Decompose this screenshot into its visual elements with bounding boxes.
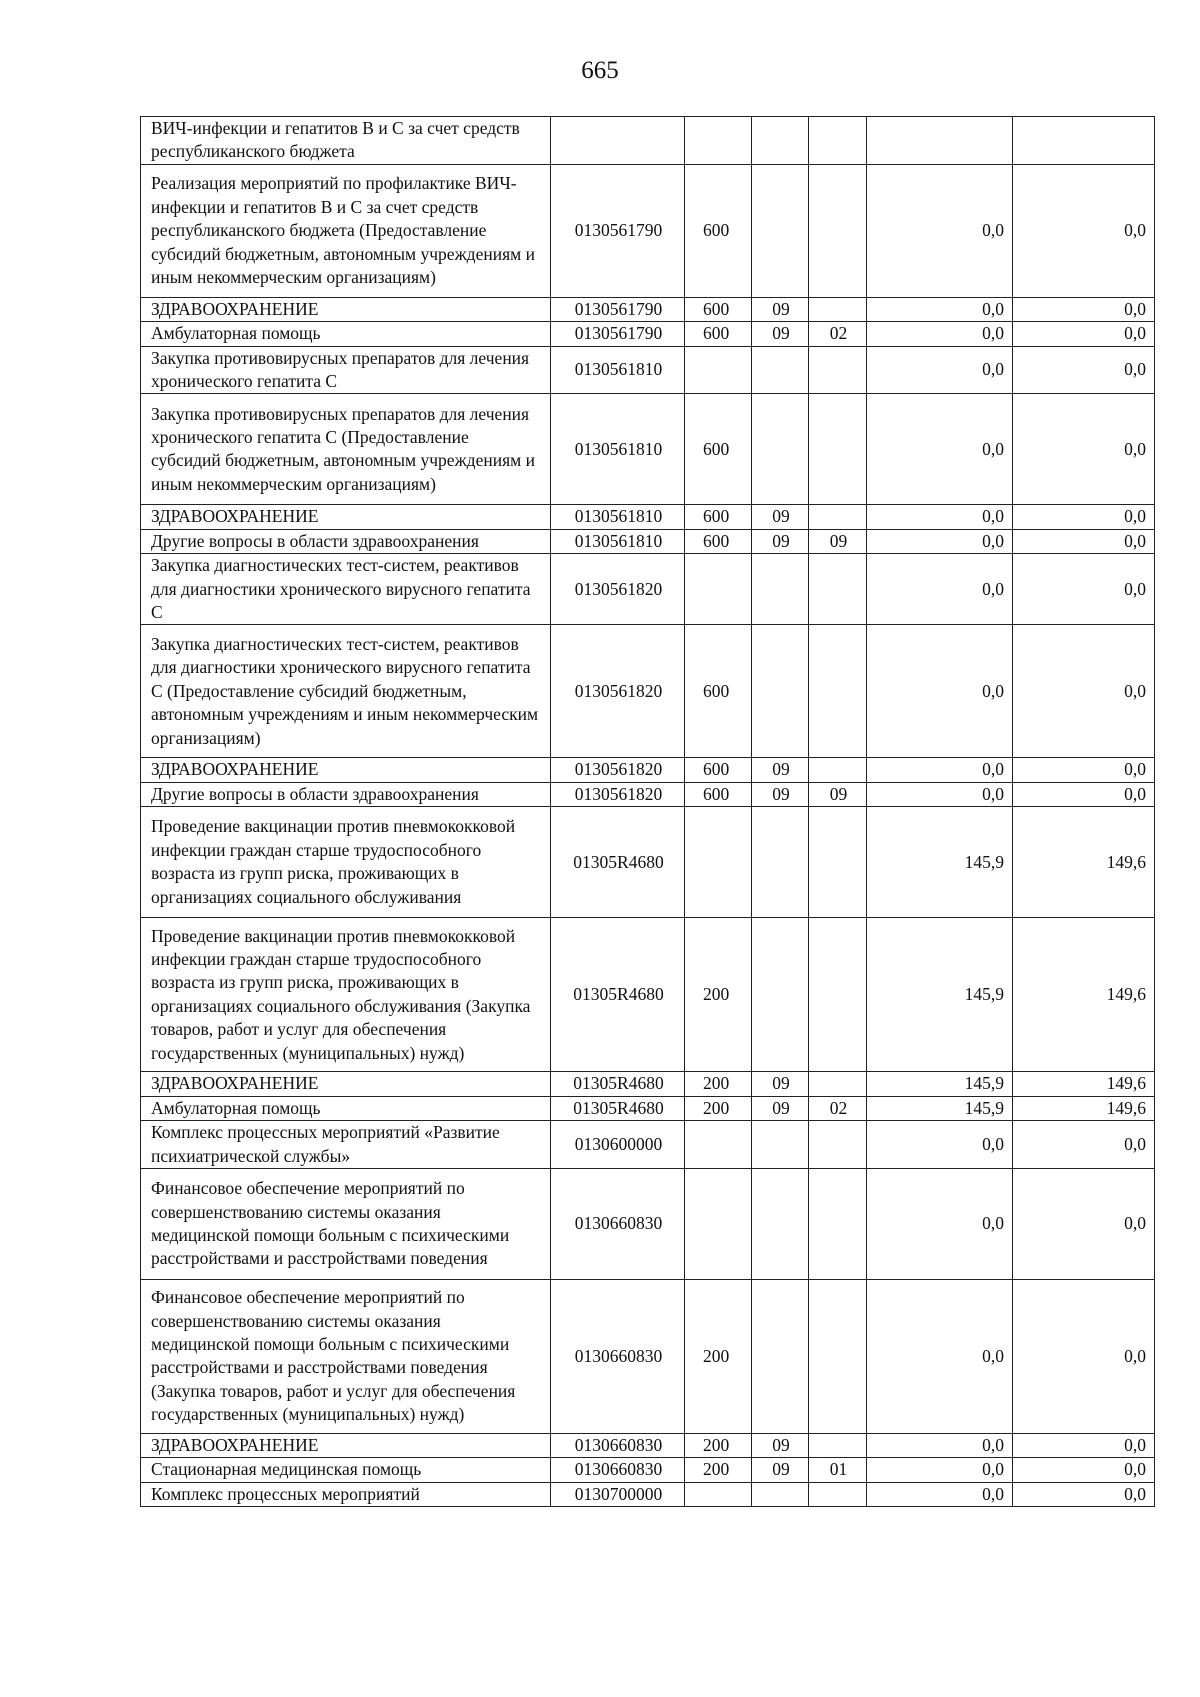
amount-year-2-cell: 149,6	[1013, 918, 1155, 1072]
amount-year-2-cell	[1013, 117, 1155, 165]
item-name-cell: ЗДРАВООХРАНЕНИЕ	[141, 1072, 551, 1096]
section-code-cell: 09	[752, 782, 809, 806]
section-code-cell	[752, 346, 809, 394]
amount-year-1-cell: 0,0	[867, 1458, 1013, 1482]
section-code-cell: 09	[752, 758, 809, 782]
amount-year-1-cell: 0,0	[867, 1433, 1013, 1457]
target-code-cell: 0130561820	[551, 782, 685, 806]
target-code-cell: 0130561790	[551, 297, 685, 321]
amount-year-2-cell: 0,0	[1013, 1279, 1155, 1433]
section-code-cell	[752, 164, 809, 297]
amount-year-1-cell: 0,0	[867, 505, 1013, 529]
target-code-cell: 0130700000	[551, 1482, 685, 1506]
amount-year-2-cell: 0,0	[1013, 1433, 1155, 1457]
table-row	[141, 807, 1155, 918]
table-row	[141, 1168, 1155, 1279]
expense-type-cell: 200	[685, 1072, 752, 1096]
item-name-cell: Закупка диагностических тест-систем, реактивов для диагностики хронического вирусного гепатита С	[141, 554, 551, 625]
subsection-code-cell	[809, 554, 867, 625]
subsection-code-cell	[809, 1121, 867, 1169]
target-code-cell: 01305R4680	[551, 1096, 685, 1120]
table-row	[141, 782, 1155, 806]
subsection-code-cell	[809, 297, 867, 321]
expense-type-cell: 600	[685, 505, 752, 529]
item-name-cell: Финансовое обеспечение мероприятий по совершенствованию системы оказания медицинской помощи больным с психическими расстройствами и расстройствами поведения	[141, 1168, 551, 1279]
table-row	[141, 1072, 1155, 1096]
amount-year-1-cell: 145,9	[867, 1072, 1013, 1096]
item-name-cell: Комплекс процессных мероприятий «Развитие психиатрической службы»	[141, 1121, 551, 1169]
target-code-cell: 0130660830	[551, 1433, 685, 1457]
item-name-cell: Другие вопросы в области здравоохранения	[141, 782, 551, 806]
section-code-cell: 09	[752, 1096, 809, 1120]
item-name-cell: ВИЧ-инфекции и гепатитов В и С за счет средств республиканского бюджета	[141, 117, 551, 165]
subsection-code-cell	[809, 758, 867, 782]
expense-type-cell: 600	[685, 297, 752, 321]
item-name-cell: Проведение вакцинации против пневмококковой инфекции граждан старше трудоспособного возраста из групп риска, проживающих в организациях социального обслуживания	[141, 807, 551, 918]
expense-type-cell: 600	[685, 758, 752, 782]
expense-type-cell: 200	[685, 1458, 752, 1482]
subsection-code-cell	[809, 164, 867, 297]
amount-year-1-cell: 0,0	[867, 625, 1013, 758]
subsection-code-cell	[809, 346, 867, 394]
section-code-cell	[752, 554, 809, 625]
item-name-cell: Закупка противовирусных препаратов для лечения хронического гепатита С (Предоставление субсидий бюджетным, автономным учреждениям и иным некоммерческим организациям)	[141, 394, 551, 505]
amount-year-2-cell: 0,0	[1013, 164, 1155, 297]
expense-type-cell	[685, 554, 752, 625]
amount-year-2-cell: 0,0	[1013, 1121, 1155, 1169]
expense-type-cell	[685, 117, 752, 165]
amount-year-2-cell: 0,0	[1013, 529, 1155, 553]
section-code-cell: 09	[752, 505, 809, 529]
amount-year-2-cell: 149,6	[1013, 1072, 1155, 1096]
subsection-code-cell: 02	[809, 322, 867, 346]
amount-year-1-cell: 0,0	[867, 164, 1013, 297]
section-code-cell: 09	[752, 529, 809, 553]
expense-type-cell	[685, 346, 752, 394]
budget-table-body	[141, 117, 1155, 1507]
target-code-cell: 0130660830	[551, 1168, 685, 1279]
expense-type-cell: 600	[685, 164, 752, 297]
expense-type-cell: 600	[685, 625, 752, 758]
item-name-cell: Закупка противовирусных препаратов для лечения хронического гепатита С	[141, 346, 551, 394]
section-code-cell	[752, 1168, 809, 1279]
amount-year-1-cell: 145,9	[867, 918, 1013, 1072]
table-row	[141, 1096, 1155, 1120]
section-code-cell	[752, 1279, 809, 1433]
table-row	[141, 918, 1155, 1072]
amount-year-2-cell: 0,0	[1013, 1458, 1155, 1482]
amount-year-1-cell: 0,0	[867, 346, 1013, 394]
amount-year-2-cell: 0,0	[1013, 505, 1155, 529]
target-code-cell: 01305R4680	[551, 807, 685, 918]
amount-year-1-cell: 0,0	[867, 1121, 1013, 1169]
amount-year-2-cell: 0,0	[1013, 1168, 1155, 1279]
table-row	[141, 1458, 1155, 1482]
amount-year-1-cell: 0,0	[867, 529, 1013, 553]
expense-type-cell: 600	[685, 322, 752, 346]
section-code-cell	[752, 394, 809, 505]
expense-type-cell	[685, 1482, 752, 1506]
item-name-cell: Финансовое обеспечение мероприятий по совершенствованию системы оказания медицинской помощи больным с психическими расстройствами и расстройствами поведения (Закупка товаров, работ и услуг для обеспечения государственных (муниципальных) нужд)	[141, 1279, 551, 1433]
table-row	[141, 554, 1155, 625]
subsection-code-cell	[809, 918, 867, 1072]
expense-type-cell	[685, 807, 752, 918]
subsection-code-cell: 09	[809, 529, 867, 553]
amount-year-2-cell: 0,0	[1013, 554, 1155, 625]
target-code-cell: 0130561810	[551, 529, 685, 553]
table-row	[141, 394, 1155, 505]
target-code-cell: 0130561820	[551, 758, 685, 782]
amount-year-1-cell	[867, 117, 1013, 165]
subsection-code-cell	[809, 1433, 867, 1457]
section-code-cell: 09	[752, 1072, 809, 1096]
amount-year-1-cell: 0,0	[867, 1482, 1013, 1506]
table-row	[141, 529, 1155, 553]
amount-year-2-cell: 149,6	[1013, 1096, 1155, 1120]
amount-year-1-cell: 0,0	[867, 1279, 1013, 1433]
amount-year-2-cell: 0,0	[1013, 322, 1155, 346]
item-name-cell: Проведение вакцинации против пневмококковой инфекции граждан старше трудоспособного возраста из групп риска, проживающих в организациях социального обслуживания (Закупка товаров, работ и услуг для обеспечения государственных (муниципальных) нужд)	[141, 918, 551, 1072]
subsection-code-cell: 02	[809, 1096, 867, 1120]
target-code-cell: 01305R4680	[551, 918, 685, 1072]
item-name-cell: ЗДРАВООХРАНЕНИЕ	[141, 505, 551, 529]
table-row	[141, 1279, 1155, 1433]
target-code-cell: 0130561820	[551, 625, 685, 758]
section-code-cell: 09	[752, 1433, 809, 1457]
table-row	[141, 1121, 1155, 1169]
expense-type-cell: 600	[685, 394, 752, 505]
subsection-code-cell	[809, 394, 867, 505]
table-row	[141, 297, 1155, 321]
target-code-cell: 0130660830	[551, 1458, 685, 1482]
table-row	[141, 346, 1155, 394]
amount-year-1-cell: 0,0	[867, 394, 1013, 505]
amount-year-1-cell: 145,9	[867, 807, 1013, 918]
target-code-cell: 0130561790	[551, 322, 685, 346]
subsection-code-cell	[809, 505, 867, 529]
amount-year-1-cell: 0,0	[867, 758, 1013, 782]
amount-year-1-cell: 0,0	[867, 782, 1013, 806]
subsection-code-cell	[809, 1072, 867, 1096]
table-row	[141, 758, 1155, 782]
amount-year-1-cell: 0,0	[867, 297, 1013, 321]
amount-year-2-cell: 0,0	[1013, 758, 1155, 782]
amount-year-1-cell: 0,0	[867, 322, 1013, 346]
item-name-cell: ЗДРАВООХРАНЕНИЕ	[141, 758, 551, 782]
subsection-code-cell: 01	[809, 1458, 867, 1482]
amount-year-2-cell: 0,0	[1013, 346, 1155, 394]
expense-type-cell: 200	[685, 1279, 752, 1433]
target-code-cell: 0130660830	[551, 1279, 685, 1433]
table-row	[141, 164, 1155, 297]
section-code-cell	[752, 625, 809, 758]
amount-year-2-cell: 0,0	[1013, 1482, 1155, 1506]
target-code-cell: 01305R4680	[551, 1072, 685, 1096]
subsection-code-cell	[809, 1168, 867, 1279]
subsection-code-cell	[809, 625, 867, 758]
amount-year-1-cell: 145,9	[867, 1096, 1013, 1120]
table-row	[141, 625, 1155, 758]
section-code-cell: 09	[752, 322, 809, 346]
target-code-cell: 0130600000	[551, 1121, 685, 1169]
amount-year-1-cell: 0,0	[867, 554, 1013, 625]
target-code-cell: 0130561790	[551, 164, 685, 297]
expense-type-cell: 200	[685, 1096, 752, 1120]
expense-type-cell: 600	[685, 529, 752, 553]
item-name-cell: Закупка диагностических тест-систем, реактивов для диагностики хронического вирусного гепатита С (Предоставление субсидий бюджетным, автономным учреждениям и иным некоммерческим организациям)	[141, 625, 551, 758]
item-name-cell: Реализация мероприятий по профилактике ВИЧ-инфекции и гепатитов В и С за счет средств республиканского бюджета (Предоставление субсидий бюджетным, автономным учреждениям и иным некоммерческим организациям)	[141, 164, 551, 297]
expense-type-cell	[685, 1121, 752, 1169]
table-row	[141, 1433, 1155, 1457]
target-code-cell	[551, 117, 685, 165]
item-name-cell: Стационарная медицинская помощь	[141, 1458, 551, 1482]
expense-type-cell: 200	[685, 1433, 752, 1457]
section-code-cell	[752, 117, 809, 165]
budget-table	[140, 116, 1155, 1507]
table-row	[141, 1482, 1155, 1506]
subsection-code-cell	[809, 1279, 867, 1433]
table-row	[141, 117, 1155, 165]
item-name-cell: Амбулаторная помощь	[141, 1096, 551, 1120]
table-row	[141, 505, 1155, 529]
target-code-cell: 0130561810	[551, 505, 685, 529]
subsection-code-cell	[809, 1482, 867, 1506]
item-name-cell: ЗДРАВООХРАНЕНИЕ	[141, 297, 551, 321]
item-name-cell: Другие вопросы в области здравоохранения	[141, 529, 551, 553]
expense-type-cell	[685, 1168, 752, 1279]
section-code-cell: 09	[752, 1458, 809, 1482]
amount-year-2-cell: 0,0	[1013, 394, 1155, 505]
item-name-cell: Амбулаторная помощь	[141, 322, 551, 346]
item-name-cell: Комплекс процессных мероприятий	[141, 1482, 551, 1506]
subsection-code-cell: 09	[809, 782, 867, 806]
amount-year-2-cell: 149,6	[1013, 807, 1155, 918]
item-name-cell: ЗДРАВООХРАНЕНИЕ	[141, 1433, 551, 1457]
section-code-cell	[752, 918, 809, 1072]
amount-year-2-cell: 0,0	[1013, 297, 1155, 321]
subsection-code-cell	[809, 807, 867, 918]
section-code-cell: 09	[752, 297, 809, 321]
section-code-cell	[752, 807, 809, 918]
amount-year-2-cell: 0,0	[1013, 625, 1155, 758]
target-code-cell: 0130561810	[551, 394, 685, 505]
page-number: 665	[581, 57, 619, 84]
target-code-cell: 0130561820	[551, 554, 685, 625]
amount-year-2-cell: 0,0	[1013, 782, 1155, 806]
section-code-cell	[752, 1121, 809, 1169]
subsection-code-cell	[809, 117, 867, 165]
expense-type-cell: 600	[685, 782, 752, 806]
expense-type-cell: 200	[685, 918, 752, 1072]
target-code-cell: 0130561810	[551, 346, 685, 394]
table-row	[141, 322, 1155, 346]
section-code-cell	[752, 1482, 809, 1506]
amount-year-1-cell: 0,0	[867, 1168, 1013, 1279]
